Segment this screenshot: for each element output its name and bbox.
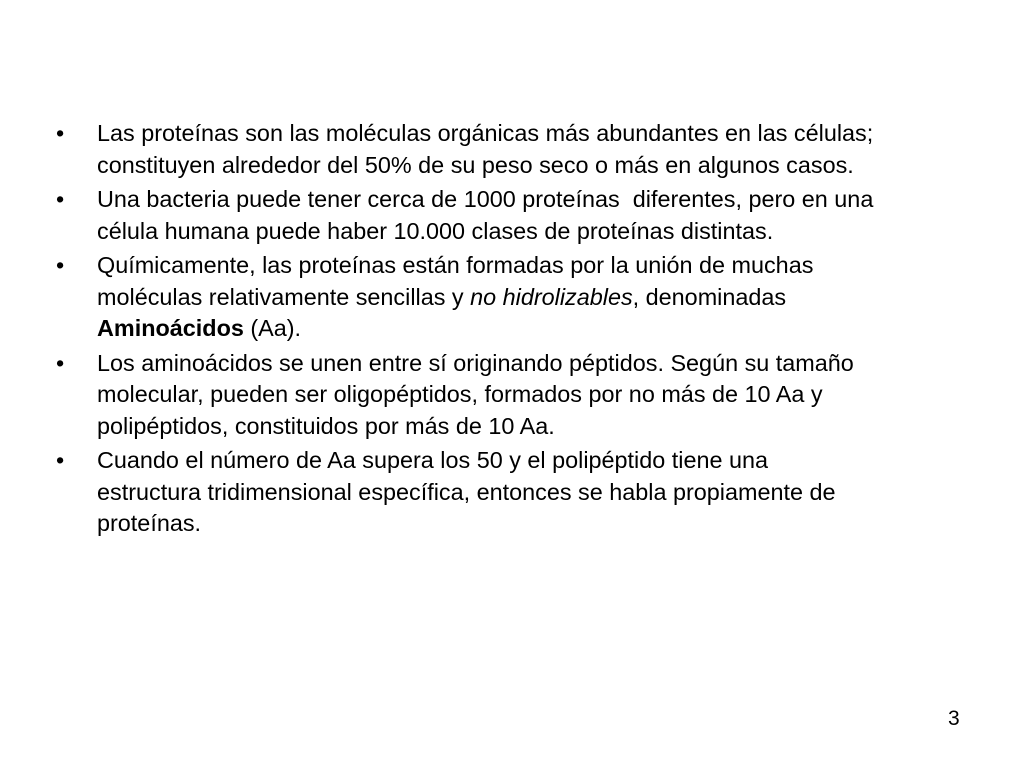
page-number: 3: [948, 707, 960, 730]
bullet-line: [97, 411, 956, 443]
bullet-dot-icon: •: [56, 120, 65, 146]
italic-term: no hidrolizables: [470, 283, 633, 310]
bullet-line: [97, 379, 956, 411]
text-run: célula humana puede haber 10.000 clases de proteínas distintas.: [97, 217, 774, 244]
text-run: Cuando el número de Aa supera los 50 y el polipéptido tiene una: [97, 447, 769, 473]
text-run: , denominadas: [632, 283, 787, 310]
bullet-line: [97, 150, 956, 182]
text-run: estructura tridimensional específica, entonces se habla propiamente de: [97, 478, 836, 505]
bullet-line: [97, 477, 956, 509]
text-run: Químicamente, las proteínas están formadas por la unión de muchas: [97, 252, 814, 278]
text-run: molecular, pueden ser oligopéptidos, formados por no más de 10 Aa y: [97, 381, 823, 407]
bullet-item: [56, 250, 956, 345]
text-run: Una bacteria puede tener cerca de 1000 proteínas diferentes, pero en una: [97, 186, 874, 212]
bullet-dot-icon: •: [56, 447, 65, 473]
text-run: (Aa).: [243, 315, 302, 341]
text-run: constituyen alrededor del 50% de su peso seco o más en algunos casos.: [97, 151, 854, 178]
bullet-line: [97, 508, 956, 540]
bullet-line: [97, 313, 956, 345]
bullet-line: [97, 445, 956, 477]
bullet-list: [56, 118, 956, 543]
text-run: Los aminoácidos se unen entre sí originando péptidos. Según su tamaño: [97, 349, 854, 376]
bullet-line: [97, 250, 956, 282]
bold-term: Aminoácidos: [97, 315, 244, 341]
text-run: polipéptidos, constituidos por más de 10 Aa.: [97, 412, 555, 439]
bullet-line: [97, 348, 956, 380]
bullet-dot-icon: •: [56, 186, 65, 212]
bullet-item: [56, 445, 956, 540]
text-run: Las proteínas son las moléculas orgánicas más abundantes en las células;: [97, 120, 874, 146]
bullet-dot-icon: •: [56, 252, 65, 278]
bullet-line: [97, 184, 956, 216]
bullet-line: [97, 118, 956, 150]
text-run: moléculas relativamente sencillas y: [97, 283, 471, 310]
bullet-item: [56, 348, 956, 443]
bullet-line: [97, 282, 956, 314]
bullet-item: [56, 184, 956, 247]
bullet-dot-icon: •: [56, 349, 65, 376]
bullet-line: [97, 216, 956, 248]
text-run: proteínas.: [97, 510, 202, 536]
bullet-item: [56, 118, 956, 181]
